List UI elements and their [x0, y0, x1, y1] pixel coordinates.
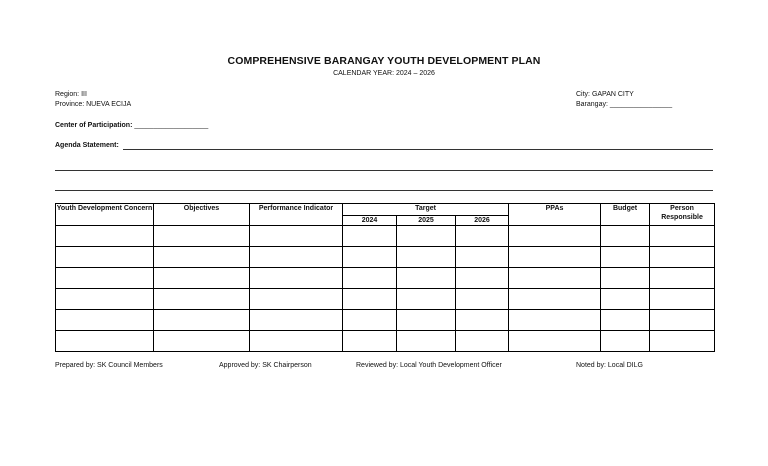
table-cell[interactable] [154, 247, 250, 268]
city-field: City: GAPAN CITY [576, 91, 634, 98]
table-cell[interactable] [56, 226, 154, 247]
table-cell[interactable] [601, 331, 650, 352]
table-cell[interactable] [456, 247, 509, 268]
table-cell[interactable] [154, 310, 250, 331]
table-cell[interactable] [56, 310, 154, 331]
table-cell[interactable] [397, 268, 456, 289]
document-title: COMPREHENSIVE BARANGAY YOUTH DEVELOPMENT PLAN [227, 55, 541, 67]
table-cell[interactable] [250, 331, 343, 352]
table-cell[interactable] [601, 226, 650, 247]
table-cell[interactable] [650, 226, 715, 247]
header-year: 2026 [456, 216, 509, 226]
table-cell[interactable] [56, 247, 154, 268]
agenda-statement [55, 142, 119, 149]
table-cell[interactable] [601, 247, 650, 268]
table-cell[interactable] [397, 331, 456, 352]
agenda-line-1 [123, 149, 713, 150]
table-cell[interactable] [154, 331, 250, 352]
table-cell[interactable] [397, 310, 456, 331]
table-cell[interactable] [56, 268, 154, 289]
table-cell[interactable] [56, 331, 154, 352]
table-cell[interactable] [456, 226, 509, 247]
table-row [56, 310, 715, 331]
table-cell[interactable] [650, 247, 715, 268]
table-cell[interactable] [250, 226, 343, 247]
table-cell[interactable] [509, 289, 601, 310]
center-of-participation-label: Center of Participation: [55, 122, 133, 129]
center-of-participation-blank: ___________________ [134, 122, 209, 129]
barangay-label: Barangay: [576, 101, 608, 108]
center-of-participation [55, 122, 208, 129]
table-cell[interactable] [650, 268, 715, 289]
table-cell[interactable] [250, 289, 343, 310]
province-field: Province: NUEVA ECIJA [55, 101, 132, 108]
table-cell[interactable] [250, 310, 343, 331]
table-cell[interactable] [456, 331, 509, 352]
table-cell[interactable] [509, 247, 601, 268]
agenda-line-3 [55, 190, 713, 191]
table-cell[interactable] [343, 289, 397, 310]
prepared-by: Prepared by: SK Council Members [55, 362, 163, 369]
table-cell[interactable] [154, 268, 250, 289]
header-year: 2025 [397, 216, 456, 226]
region-field: Region: III [55, 91, 87, 98]
table-cell[interactable] [56, 289, 154, 310]
table-cell[interactable] [650, 310, 715, 331]
table-cell[interactable] [154, 289, 250, 310]
header-concern: Youth Development Concern [56, 204, 154, 226]
reviewed-by: Reviewed by: Local Youth Development Officer [356, 362, 502, 369]
table-cell[interactable] [456, 310, 509, 331]
barangay-blank: ________________ [609, 101, 673, 108]
table-cell[interactable] [154, 226, 250, 247]
barangay-field [576, 100, 672, 110]
table-cell[interactable] [509, 310, 601, 331]
table-cell[interactable] [650, 289, 715, 310]
table-cell[interactable] [343, 268, 397, 289]
table-cell[interactable] [343, 247, 397, 268]
table-cell[interactable] [650, 331, 715, 352]
table-cell[interactable] [456, 289, 509, 310]
table-cell[interactable] [343, 331, 397, 352]
table-cell[interactable] [601, 268, 650, 289]
table-cell[interactable] [509, 226, 601, 247]
header-ppas: PPAs [509, 204, 601, 226]
table-cell[interactable] [601, 289, 650, 310]
header-indicator: Performance Indicator [250, 204, 343, 226]
table-header-row [56, 204, 715, 216]
agenda-statement-label: Agenda Statement: [55, 142, 119, 149]
table-cell[interactable] [509, 331, 601, 352]
approved-by: Approved by: SK Chairperson [219, 362, 312, 369]
agenda-line-2 [55, 170, 713, 171]
location-left [55, 90, 131, 110]
header-person: Person Responsible [650, 204, 715, 226]
table-cell[interactable] [397, 226, 456, 247]
table-row [56, 268, 715, 289]
table-cell[interactable] [456, 268, 509, 289]
table-cell[interactable] [343, 226, 397, 247]
calendar-year: CALENDAR YEAR: 2024 – 2026 [333, 70, 435, 77]
header-budget: Budget [601, 204, 650, 226]
table-cell[interactable] [250, 268, 343, 289]
location-right [576, 90, 672, 110]
table-cell[interactable] [250, 247, 343, 268]
header-year: 2024 [343, 216, 397, 226]
table-cell[interactable] [509, 268, 601, 289]
table-cell[interactable] [397, 247, 456, 268]
table-row [56, 247, 715, 268]
table-cell[interactable] [343, 310, 397, 331]
table-cell[interactable] [601, 310, 650, 331]
table-row [56, 331, 715, 352]
table-row [56, 289, 715, 310]
table-row [56, 226, 715, 247]
noted-by: Noted by: Local DILG [576, 362, 643, 369]
plan-table [55, 203, 715, 352]
header-target: Target [343, 204, 509, 216]
header-objectives: Objectives [154, 204, 250, 226]
table-cell[interactable] [397, 289, 456, 310]
